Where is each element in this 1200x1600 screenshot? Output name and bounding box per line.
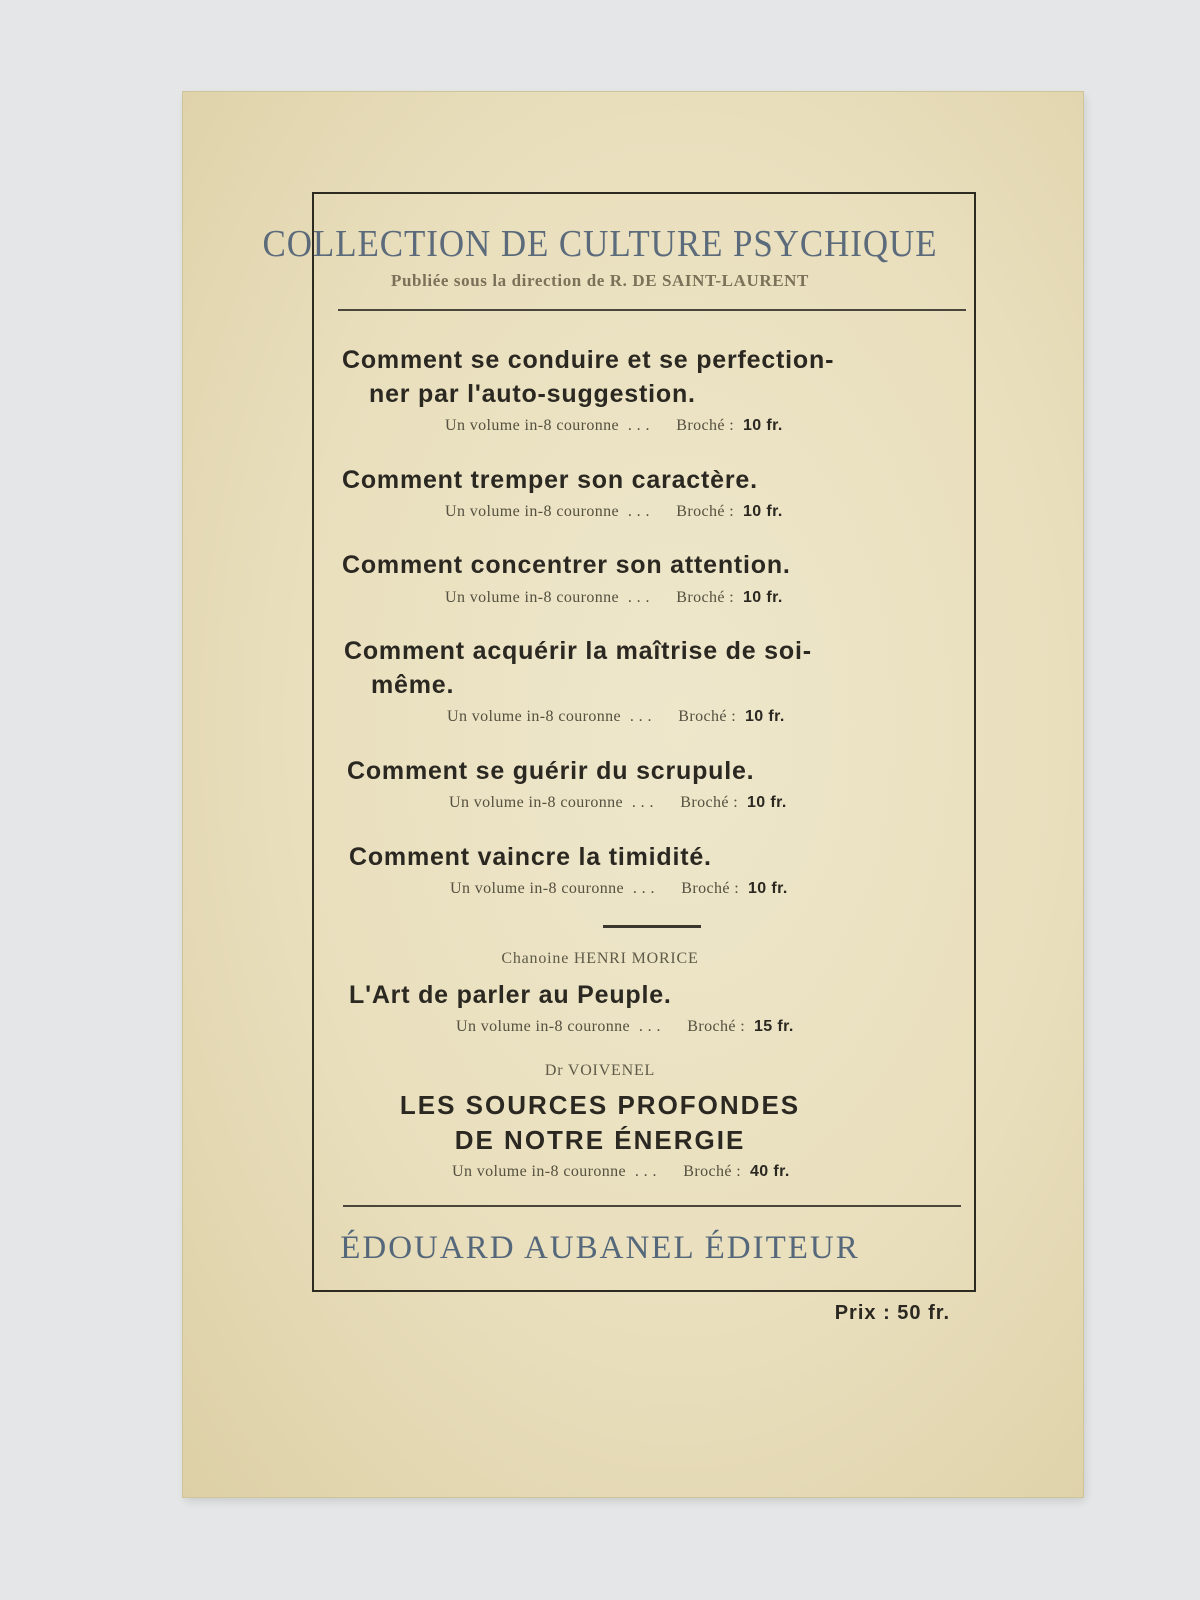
dot-leaders: . . . [627,589,650,606]
dot-leaders: . . . [631,794,654,811]
volume-format: Un volume in-8 couronne [447,708,622,725]
binding-label: Broché : [680,794,739,811]
book-title-line2: DE NOTRE ÉNERGIE [454,1125,746,1155]
book-title-line2: ner par l'auto-suggestion. [369,380,696,408]
book-title-line1: LES SOURCES PROFONDES [399,1090,801,1120]
volume-format: Un volume in-8 couronne [450,880,625,897]
dot-leaders: . . . [634,1163,657,1180]
dot-leaders: . . . [627,417,650,434]
volume-format: Un volume in-8 couronne [456,1018,631,1035]
binding-label: Broché : [687,1018,746,1035]
price: 10 fr. [742,417,783,434]
volume-line [445,503,783,521]
volume-line [445,589,783,607]
author-name: Chanoine HENRI MORICE [501,950,699,967]
volume-line [452,1163,790,1181]
binding-label: Broché : [678,708,737,725]
cover-price: Prix : 50 fr. [834,1302,950,1324]
dot-leaders: . . . [629,708,652,725]
price: 40 fr. [749,1163,790,1180]
book-title: Comment vaincre la timidité. [349,843,712,871]
price: 10 fr. [747,880,788,897]
book-title: Comment se guérir du scrupule. [347,757,755,785]
volume-line [456,1018,794,1036]
binding-label: Broché : [676,503,735,520]
volume-line [449,794,787,812]
book-title: Comment tremper son caractère. [342,466,758,494]
volume-format: Un volume in-8 couronne [452,1163,627,1180]
dot-leaders: . . . [638,1018,661,1035]
price: 10 fr. [746,794,787,811]
binding-label: Broché : [683,1163,742,1180]
volume-format: Un volume in-8 couronne [445,589,620,606]
binding-label: Broché : [676,589,735,606]
collection-title: COLLECTION DE CULTURE PSYCHIQUE [262,223,938,265]
volume-format: Un volume in-8 couronne [445,417,620,434]
price: 10 fr. [742,589,783,606]
book-title: Comment concentrer son attention. [342,551,791,579]
footer-divider [343,1205,961,1207]
price: 15 fr. [753,1018,794,1035]
price: 10 fr. [742,503,783,520]
volume-format: Un volume in-8 couronne [449,794,624,811]
binding-label: Broché : [676,417,735,434]
collection-subtitle: Publiée sous la direction de R. DE SAINT-LAURENT [391,271,809,290]
header-divider [338,309,966,311]
dot-leaders: . . . [627,503,650,520]
book-title-line1: Comment se conduire et se perfection- [342,346,835,374]
book-title-line2: même. [371,671,455,699]
price: 10 fr. [744,708,785,725]
publisher-name: ÉDOUARD AUBANEL ÉDITEUR [340,1230,860,1266]
volume-line [445,417,783,435]
section-divider [603,925,701,928]
dot-leaders: . . . [632,880,655,897]
binding-label: Broché : [681,880,740,897]
volume-line [450,880,788,898]
book-title-line1: Comment acquérir la maîtrise de soi- [344,637,812,665]
volume-line [447,708,785,726]
author-name: Dr VOIVENEL [544,1062,656,1079]
book-title: L'Art de parler au Peuple. [349,981,672,1009]
volume-format: Un volume in-8 couronne [445,503,620,520]
